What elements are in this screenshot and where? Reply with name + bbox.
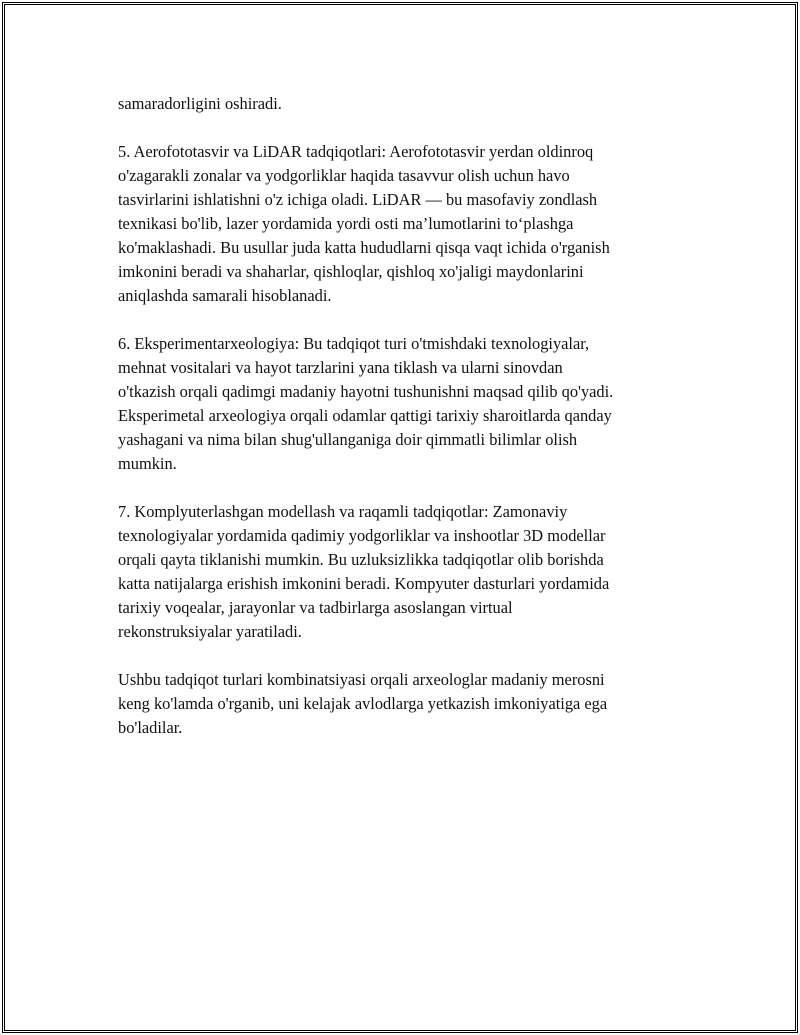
paragraph-gap (118, 116, 678, 140)
text-line: mehnat vositalari va hayot tarzlarini yana tiklash va ularni sinovdan (118, 358, 563, 377)
paragraph-lidar (118, 140, 678, 308)
text-line: texnikasi bo'lib, lazer yordamida yordi osti ma’lumotlarini to‘plashga (118, 214, 574, 233)
paragraph-continuation (118, 92, 678, 116)
paragraph-experimental-archaeology (118, 332, 678, 476)
text-line: samaradorligini oshiradi. (118, 94, 282, 113)
text-line: orqali qayta tiklanishi mumkin. Bu uzluksizlikka tadqiqotlar olib borishda (118, 550, 604, 569)
text-line: tasvirlarini ishlatishni o'z ichiga oladi. LiDAR — bu masofaviy zondlash (118, 190, 598, 209)
text-line: 7. Komplyuterlashgan modellash va raqamli tadqiqotlar: Zamonaviy (118, 502, 568, 521)
text-line: texnologiyalar yordamida qadimiy yodgorliklar va inshootlar 3D modellar (118, 526, 606, 545)
text-line: imkonini beradi va shaharlar, qishloqlar, qishloq xo'jaligi maydonlarini (118, 262, 584, 281)
paragraph-gap (118, 476, 678, 500)
text-line: o'tkazish orqali qadimgi madaniy hayotni tushunishni maqsad qilib qo'yadi. (118, 382, 614, 401)
text-line: Eksperimetal arxeologiya orqali odamlar qattigi tarixiy sharoitlarda qanday (118, 406, 612, 425)
text-line: katta natijalarga erishish imkonini beradi. Kompyuter dasturlari yordamida (118, 574, 610, 593)
text-line: rekonstruksiyalar yaratiladi. (118, 622, 302, 641)
document-body (118, 92, 678, 740)
paragraph-gap (118, 644, 678, 668)
paragraph-digital-research (118, 500, 678, 644)
paragraph-gap (118, 308, 678, 332)
text-line: mumkin. (118, 454, 177, 473)
text-line: keng ko'lamda o'rganib, uni kelajak avlodlarga yetkazish imkoniyatiga ega (118, 694, 608, 713)
text-line: bo'ladilar. (118, 718, 183, 737)
text-line: 5. Aerofototasvir va LiDAR tadqiqotlari: Aerofototasvir yerdan oldinroq (118, 142, 594, 161)
paragraph-conclusion (118, 668, 678, 740)
text-line: aniqlashda samarali hisoblanadi. (118, 286, 332, 305)
text-line: yashagani va nima bilan shug'ullanganiga doir qimmatli bilimlar olish (118, 430, 578, 449)
text-line: 6. Eksperimentarxeologiya: Bu tadqiqot turi o'tmishdaki texnologiyalar, (118, 334, 590, 353)
text-line: tarixiy voqealar, jarayonlar va tadbirlarga asoslangan virtual (118, 598, 513, 617)
text-line: ko'maklashadi. Bu usullar juda katta hududlarni qisqa vaqt ichida o'rganish (118, 238, 610, 257)
text-line: o'zagarakli zonalar va yodgorliklar haqida tasavvur olish uchun havo (118, 166, 570, 185)
text-line: Ushbu tadqiqot turlari kombinatsiyasi orqali arxeologlar madaniy merosni (118, 670, 605, 689)
